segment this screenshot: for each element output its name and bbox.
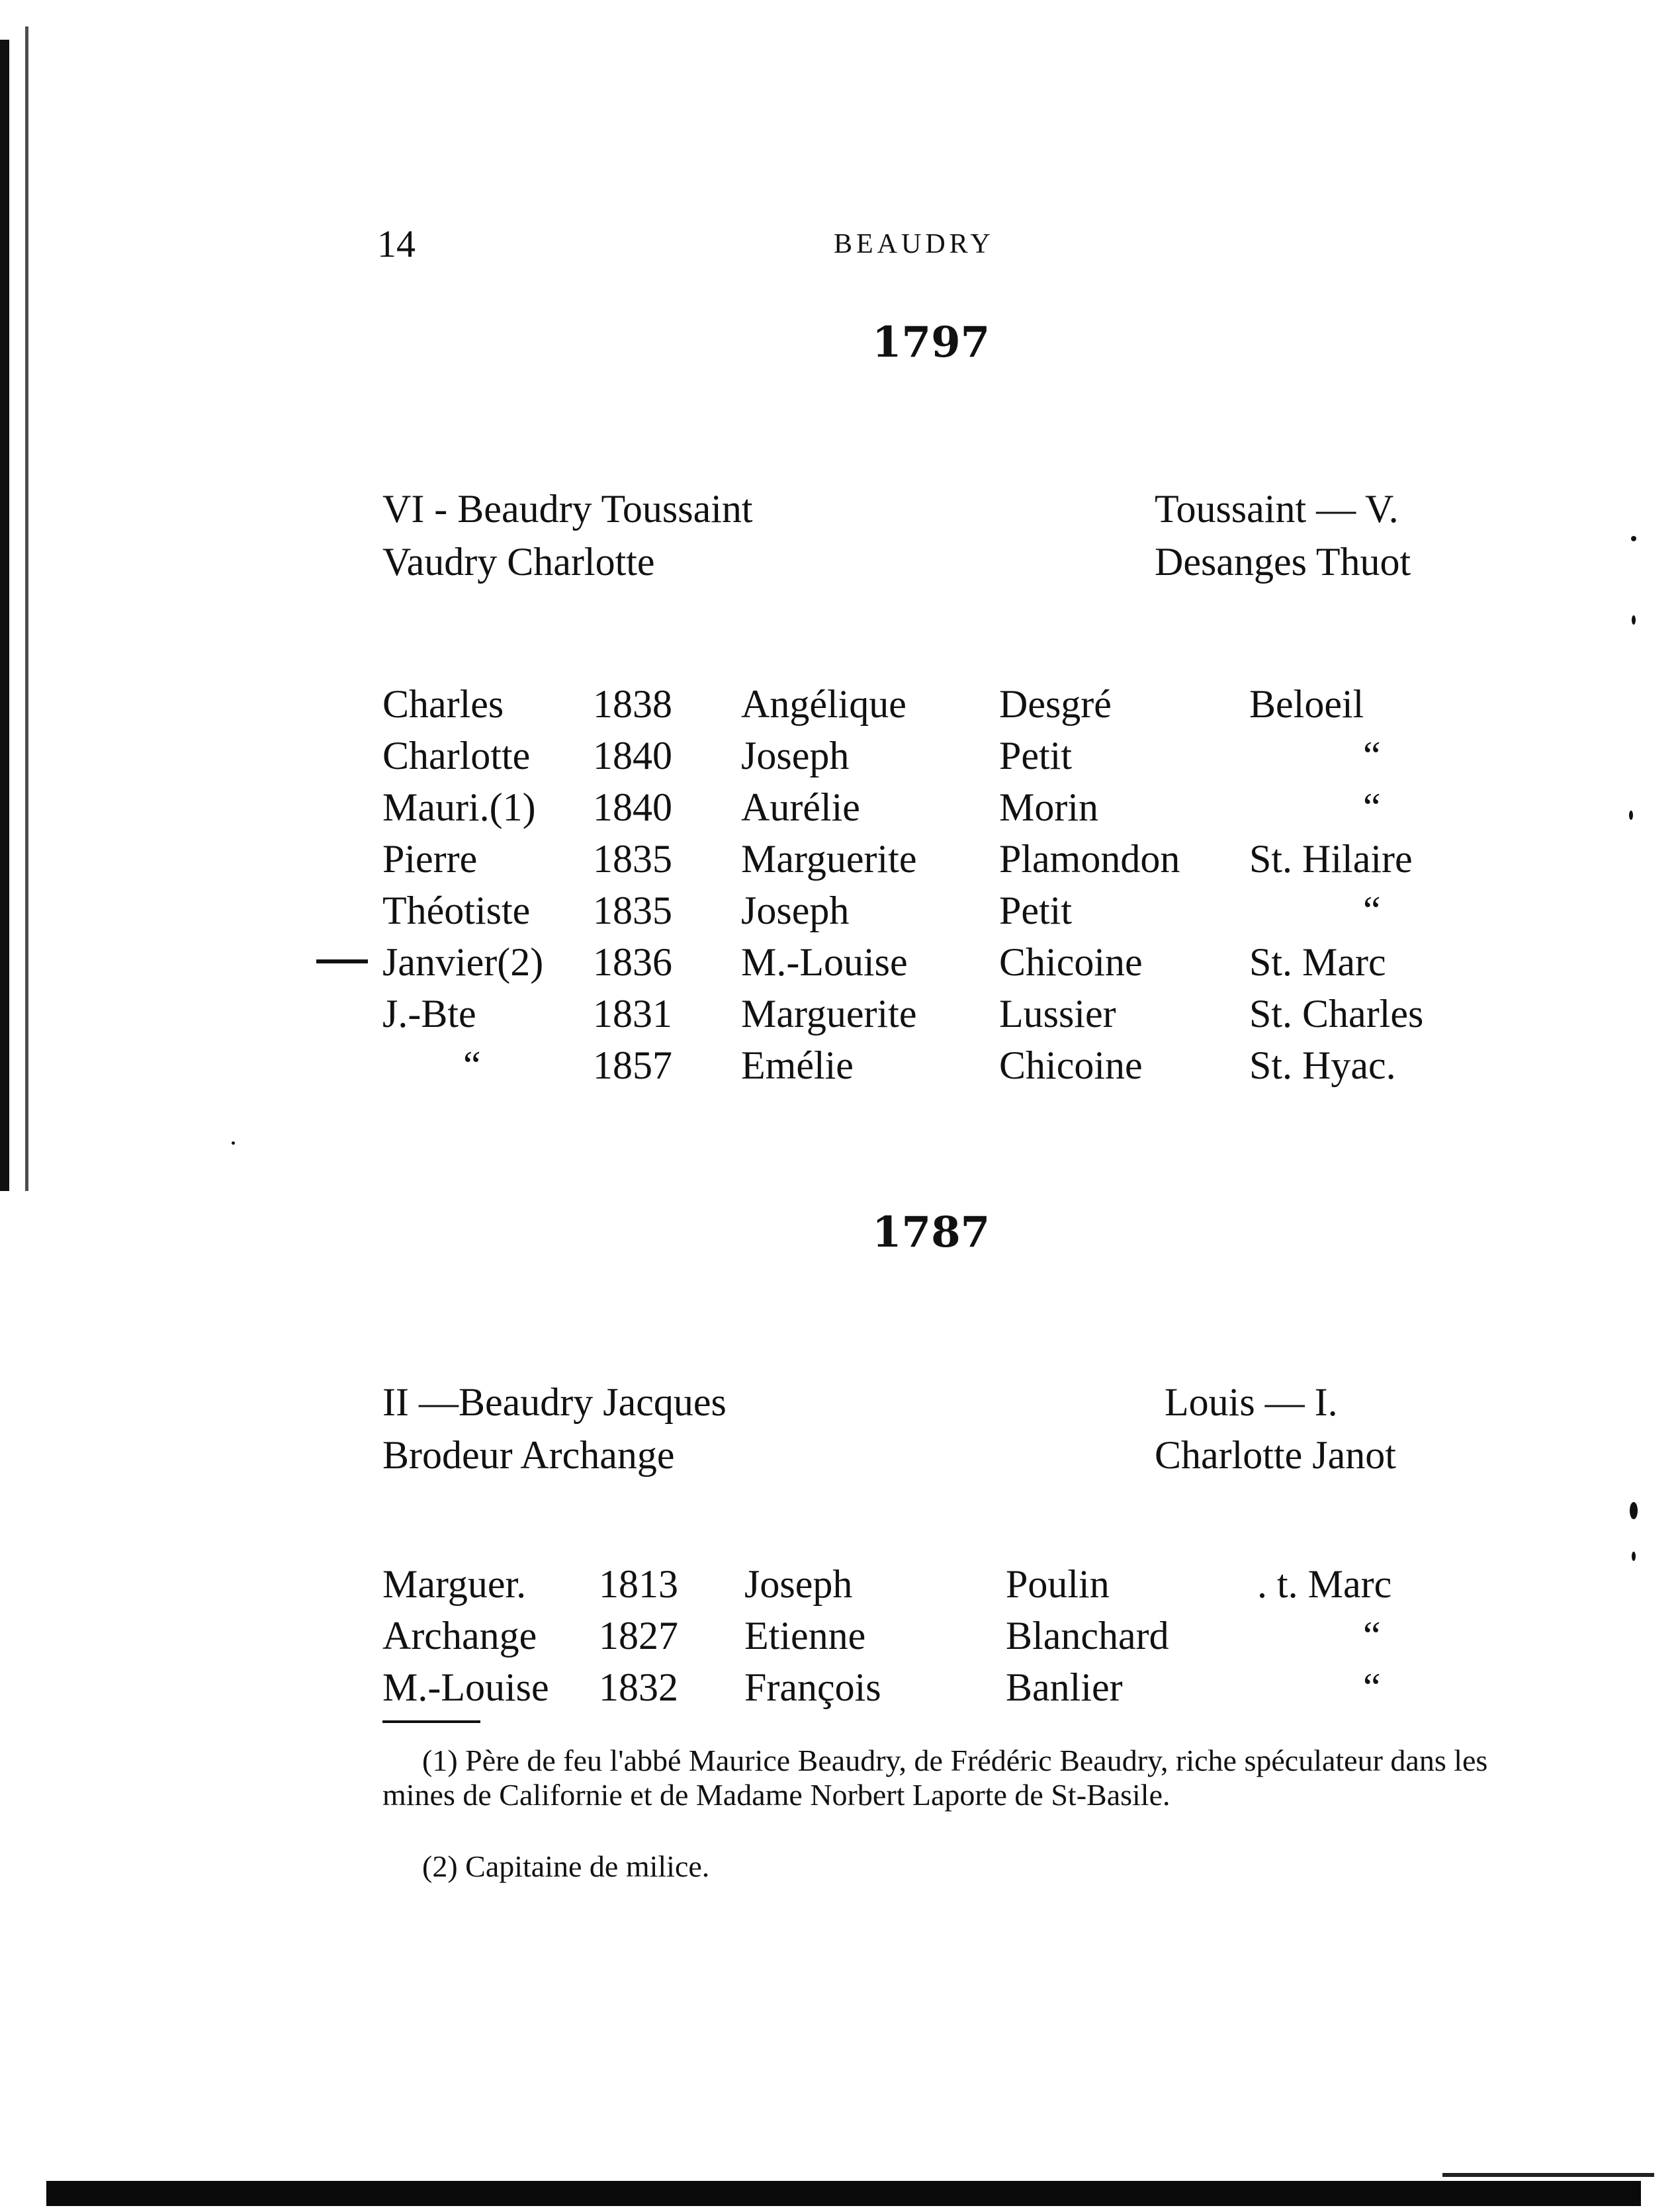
marriage-place: “ bbox=[1363, 734, 1381, 777]
section2-parent-line2: Brodeur Archange bbox=[382, 1433, 675, 1477]
spouse-last-name: Poulin bbox=[1006, 1562, 1110, 1606]
scan-speck bbox=[1631, 536, 1636, 541]
marriage-year: 1835 bbox=[593, 837, 672, 881]
child-name: Théotiste bbox=[382, 889, 531, 932]
child-name: Charles bbox=[382, 682, 504, 726]
spouse-last-name: Blanchard bbox=[1006, 1614, 1169, 1658]
child-name: J.-Bte bbox=[382, 992, 476, 1036]
spouse-last-name: Chicoine bbox=[999, 1043, 1143, 1087]
scan-speck bbox=[1630, 1502, 1638, 1519]
spouse-first-name: Etienne bbox=[744, 1614, 866, 1658]
marriage-place: Beloeil bbox=[1249, 682, 1364, 726]
spouse-last-name: Chicoine bbox=[999, 940, 1143, 984]
page-number: 14 bbox=[377, 222, 416, 265]
marriage-place: St. Charles bbox=[1249, 992, 1424, 1036]
scan-edge-mark-thin bbox=[25, 26, 28, 1191]
marriage-year: 1831 bbox=[593, 992, 672, 1036]
scan-edge-mark bbox=[0, 40, 9, 1191]
spouse-first-name: M.-Louise bbox=[741, 940, 908, 984]
marriage-place: St. Marc bbox=[1249, 940, 1386, 984]
marriage-year: 1813 bbox=[599, 1562, 678, 1606]
spouse-last-name: Petit bbox=[999, 734, 1073, 777]
spouse-first-name: Joseph bbox=[741, 889, 850, 932]
spouse-first-name: Angélique bbox=[741, 682, 906, 726]
section2-parent-line1: II —Beaudry Jacques bbox=[382, 1380, 727, 1424]
marriage-year: 1832 bbox=[599, 1665, 678, 1709]
footnote-1: (1) Père de feu l'abbé Maurice Beaudry, de Frédéric Beaudry, riche spéculateur dans les mines de Californie et de Madame Norbert Laporte de St-Basile. bbox=[382, 1744, 1488, 1812]
child-name: M.-Louise bbox=[382, 1665, 549, 1709]
marriage-year: 1857 bbox=[593, 1043, 672, 1087]
marriage-year: 1836 bbox=[593, 940, 672, 984]
spouse-first-name: François bbox=[744, 1665, 881, 1709]
marriage-place: “ bbox=[1363, 1665, 1381, 1709]
spouse-first-name: Joseph bbox=[744, 1562, 853, 1606]
scan-bottom-line bbox=[1442, 2173, 1654, 2177]
spouse-last-name: Petit bbox=[999, 889, 1073, 932]
scan-speck bbox=[232, 1141, 235, 1145]
marriage-place: “ bbox=[1363, 1614, 1381, 1658]
section2-year: 1787 bbox=[872, 1208, 991, 1257]
child-name: Marguer. bbox=[382, 1562, 527, 1606]
marriage-place: “ bbox=[1363, 889, 1381, 932]
child-name: Pierre bbox=[382, 837, 478, 881]
scan-speck bbox=[1632, 1552, 1636, 1561]
running-title: BEAUDRY bbox=[834, 229, 994, 259]
spouse-first-name: Aurélie bbox=[741, 785, 860, 829]
section1-year: 1797 bbox=[872, 318, 991, 367]
spouse-last-name: Desgré bbox=[999, 682, 1112, 726]
child-name: Mauri.(1) bbox=[382, 785, 536, 829]
section1-parent-line1: VI - Beaudry Toussaint bbox=[382, 487, 753, 531]
child-name: Archange bbox=[382, 1614, 537, 1658]
scan-speck bbox=[1629, 811, 1633, 820]
marriage-place: St. Hyac. bbox=[1249, 1043, 1396, 1087]
spouse-last-name: Plamondon bbox=[999, 837, 1180, 881]
marriage-year: 1840 bbox=[593, 785, 672, 829]
margin-dash-mark bbox=[316, 959, 368, 963]
child-name: Janvier(2) bbox=[382, 940, 544, 984]
marriage-place: . t. Marc bbox=[1257, 1562, 1392, 1606]
section2-grandparent-line1: Louis — I. bbox=[1165, 1380, 1338, 1424]
section1-parent-line2: Vaudry Charlotte bbox=[382, 540, 655, 584]
spouse-first-name: Marguerite bbox=[741, 992, 917, 1036]
spouse-first-name: Marguerite bbox=[741, 837, 917, 881]
marriage-year: 1838 bbox=[593, 682, 672, 726]
spouse-last-name: Banlier bbox=[1006, 1665, 1123, 1709]
footnote-rule bbox=[382, 1720, 480, 1723]
section1-grandparent-line1: Toussaint — V. bbox=[1155, 487, 1399, 531]
scan-speck bbox=[1632, 615, 1636, 625]
spouse-first-name: Joseph bbox=[741, 734, 850, 777]
marriage-place: St. Hilaire bbox=[1249, 837, 1413, 881]
section2-grandparent-line2: Charlotte Janot bbox=[1155, 1433, 1396, 1477]
child-name: Charlotte bbox=[382, 734, 531, 777]
marriage-place: “ bbox=[1363, 785, 1381, 829]
footnote-2: (2) Capitaine de milice. bbox=[422, 1849, 710, 1883]
spouse-first-name: Emélie bbox=[741, 1043, 854, 1087]
scan-bottom-bar bbox=[46, 2181, 1641, 2206]
marriage-year: 1835 bbox=[593, 889, 672, 932]
spouse-last-name: Lussier bbox=[999, 992, 1116, 1036]
marriage-year: 1827 bbox=[599, 1614, 678, 1658]
marriage-year: 1840 bbox=[593, 734, 672, 777]
spouse-last-name: Morin bbox=[999, 785, 1098, 829]
section1-grandparent-line2: Desanges Thuot bbox=[1155, 540, 1411, 584]
child-name: “ bbox=[463, 1043, 481, 1087]
